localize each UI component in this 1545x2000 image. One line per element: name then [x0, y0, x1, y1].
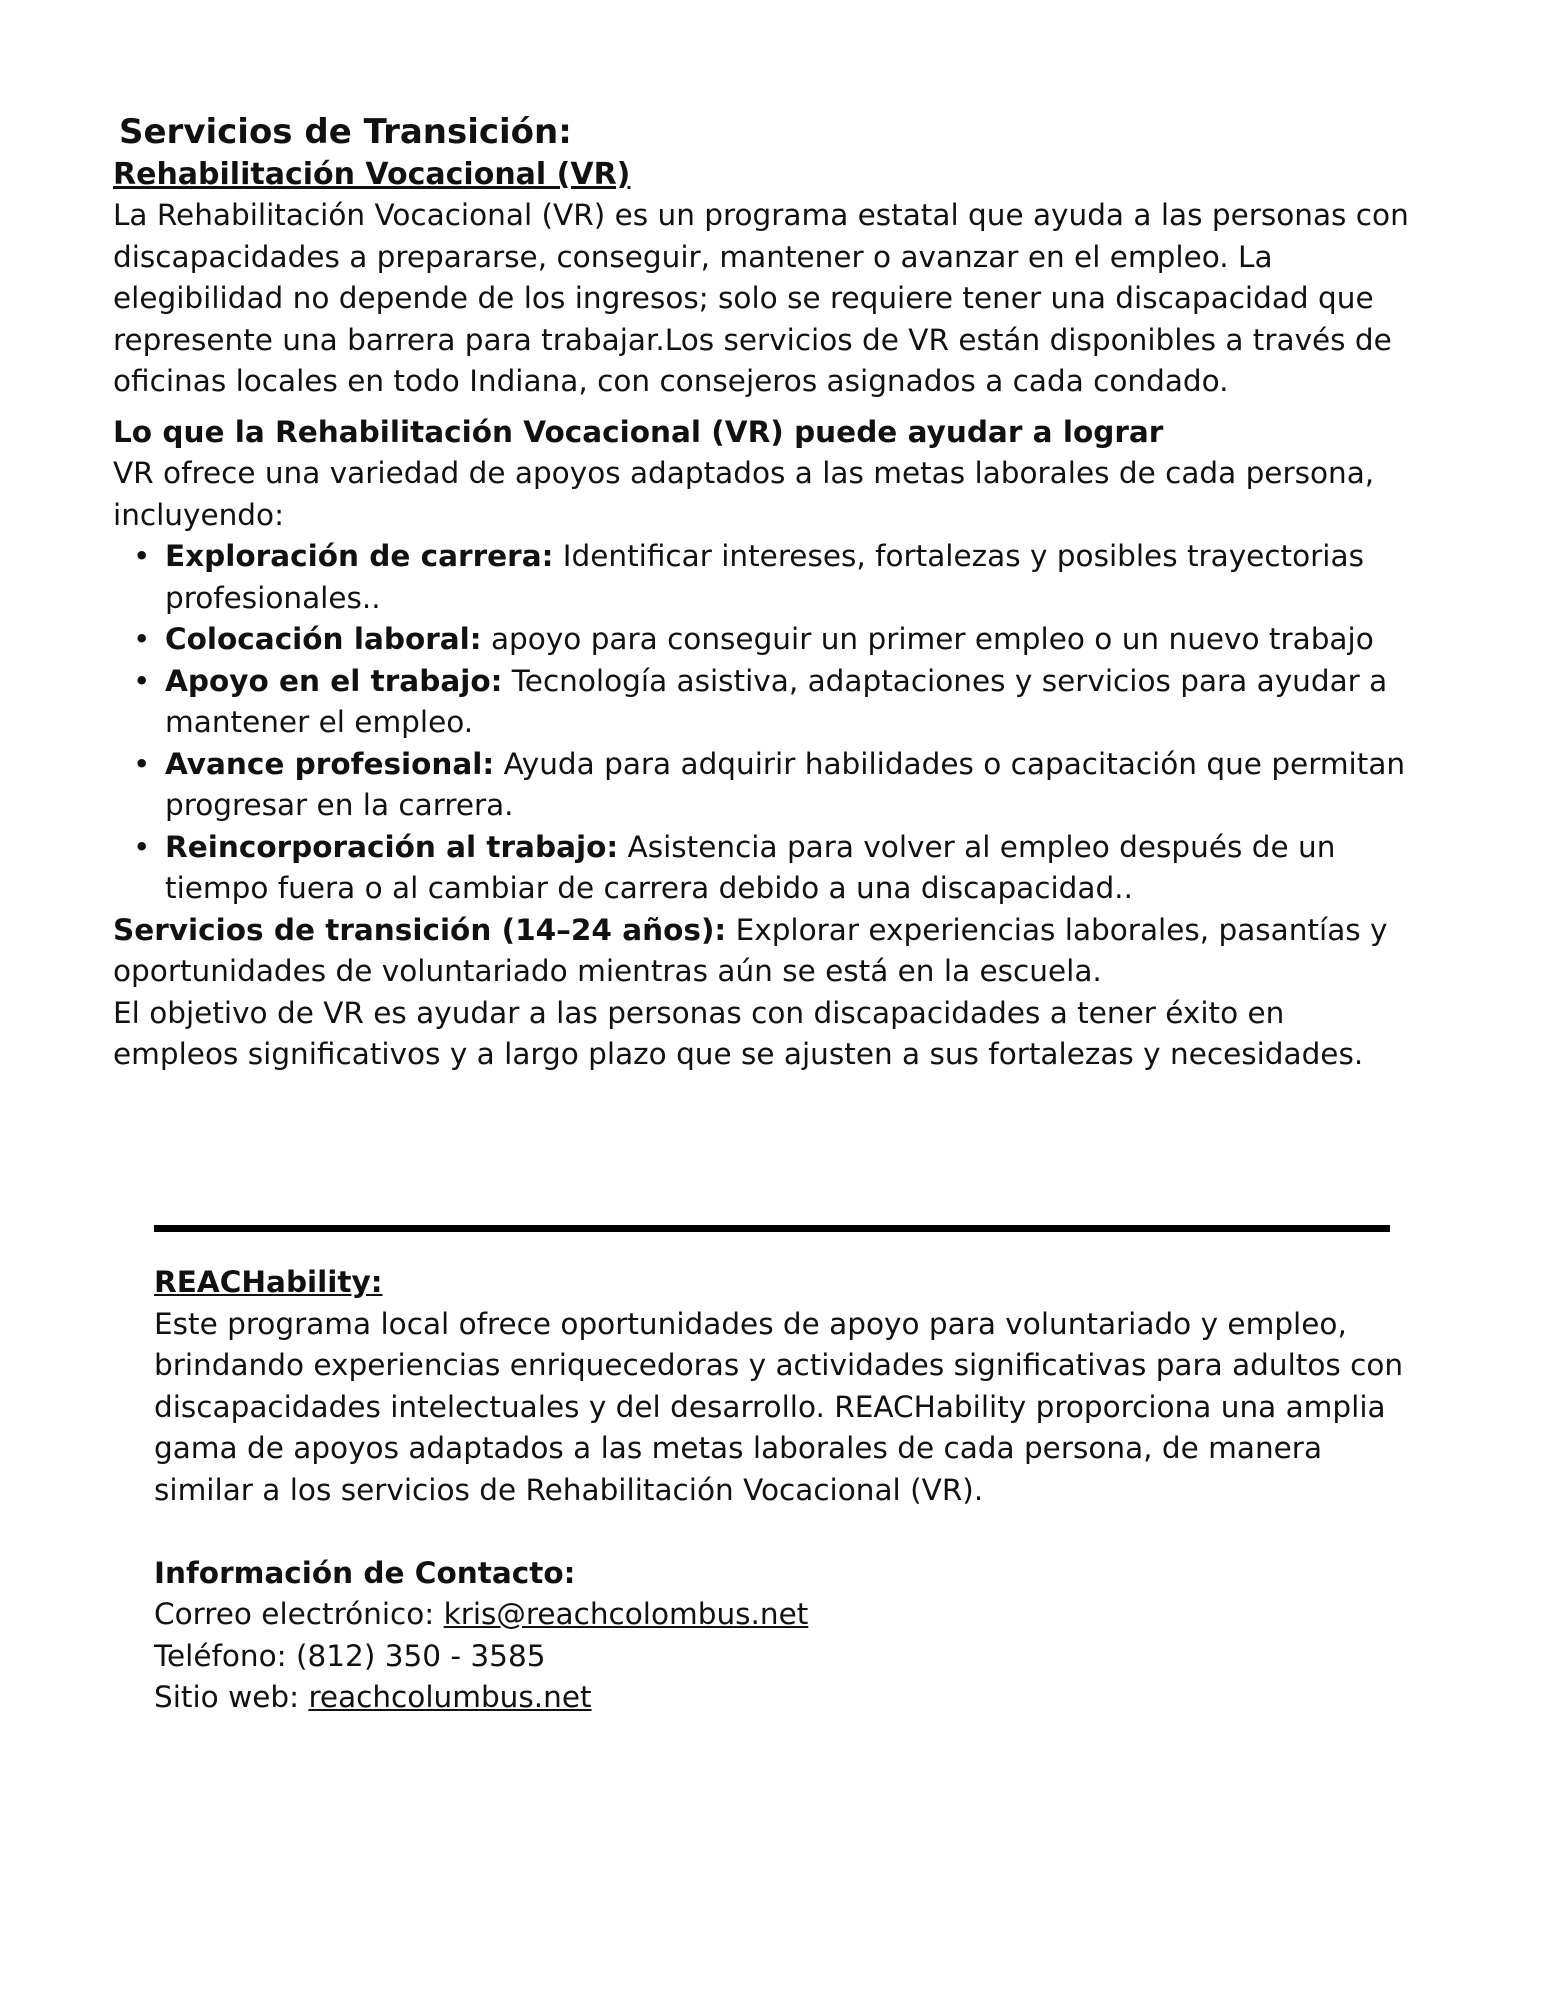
reachability-body: Este programa local ofrece oportunidades de apoyo para voluntariado y empleo, brindando experiencias enriquecedoras y actividades significativas para adultos con discapacidades intelectuales y del desarrollo. REACHability proporciona una amplia gama de apoyos adaptados a las metas laborales de cada persona, de manera similar a los servicios de Rehabilitación Vocacional (VR). — [154, 1306, 1404, 1507]
transition-label: Servicios de transición (14–24 años): — [113, 912, 727, 947]
list-item-text: Identificar intereses, fortalezas y posibles trayectorias profesionales.. — [165, 539, 1364, 615]
reachability-section — [154, 1262, 1414, 1719]
vr-help-intro: VR ofrece una variedad de apoyos adaptados a las metas laborales de cada persona, incluyendo: — [113, 456, 1375, 532]
bullet-icon: • — [133, 622, 151, 656]
bullet-icon: • — [133, 746, 151, 781]
list-item-label: Colocación laboral: — [165, 622, 482, 656]
contact-web-line — [154, 1677, 1414, 1719]
bullet-icon: • — [133, 829, 151, 864]
list-item — [133, 536, 1413, 619]
phone-label: Teléfono: — [154, 1638, 296, 1673]
vr-section — [113, 110, 1413, 1076]
section-divider — [154, 1225, 1390, 1232]
spacer — [154, 1511, 1414, 1553]
transition-text: Explorar experiencias laborales, pasantías y oportunidades de voluntariado mientras aún se está en la escuela. — [113, 912, 1388, 988]
vr-services-list — [113, 536, 1413, 910]
page-title: Servicios de Transición: — [119, 112, 572, 152]
vr-help-heading: Lo que la Rehabilitación Vocacional (VR) puede ayudar a lograr — [113, 414, 1164, 449]
list-item — [133, 744, 1413, 827]
vr-goal-paragraph: El objetivo de VR es ayudar a las personas con discapacidades a tener éxito en empleos significativos y a largo plazo que se ajusten a sus fortalezas y necesidades. — [113, 995, 1364, 1071]
list-item-label: Exploración de carrera: — [165, 539, 554, 573]
reachability-title: REACHability: — [154, 1265, 383, 1299]
list-item-text: Asistencia para volver al empleo después de un tiempo fuera o al cambiar de carrera debido a una discapacidad.. — [165, 829, 1336, 905]
contact-email-line — [154, 1594, 1414, 1636]
email-label: Correo electrónico: — [154, 1597, 444, 1631]
list-item-text: Tecnología asistiva, adaptaciones y servicios para ayudar a mantener el empleo. — [165, 663, 1388, 739]
list-item-text: Ayuda para adquirir habilidades o capacitación que permitan progresar en la carrera. — [165, 746, 1406, 822]
contact-heading: Información de Contacto: — [154, 1555, 576, 1590]
bullet-icon: • — [133, 539, 151, 573]
list-item — [133, 661, 1413, 744]
list-item-label: Avance profesional: — [165, 746, 495, 781]
vr-subtitle: Rehabilitación Vocacional (VR) — [113, 157, 631, 192]
phone-value: (812) 350 - 3585 — [296, 1638, 546, 1673]
list-item-label: Reincorporación al trabajo: — [165, 829, 619, 864]
list-item-text: apoyo para conseguir un primer empleo o un nuevo trabajo — [481, 622, 1374, 656]
transition-services-paragraph — [113, 910, 1413, 993]
vr-intro-paragraph: La Rehabilitación Vocacional (VR) es un programa estatal que ayuda a las personas con discapacidades a prepararse, conseguir, mantener o avanzar en el empleo. La elegibilidad no depende de los ingresos; solo se requiere tener una discapacidad que represente una barrera para trabajar.Los servicios de VR están disponibles a través de oficinas locales en todo Indiana, con consejeros asignados a cada condado. — [113, 198, 1409, 398]
list-item-label: Apoyo en el trabajo: — [165, 663, 503, 698]
email-link[interactable]: kris@reachcolombus.net — [443, 1597, 809, 1631]
list-item — [133, 619, 1413, 661]
website-link[interactable]: reachcolumbus.net — [308, 1680, 592, 1714]
contact-phone-line — [154, 1636, 1414, 1678]
list-item — [133, 827, 1413, 910]
web-label: Sitio web: — [154, 1680, 309, 1714]
bullet-icon: • — [133, 663, 151, 698]
